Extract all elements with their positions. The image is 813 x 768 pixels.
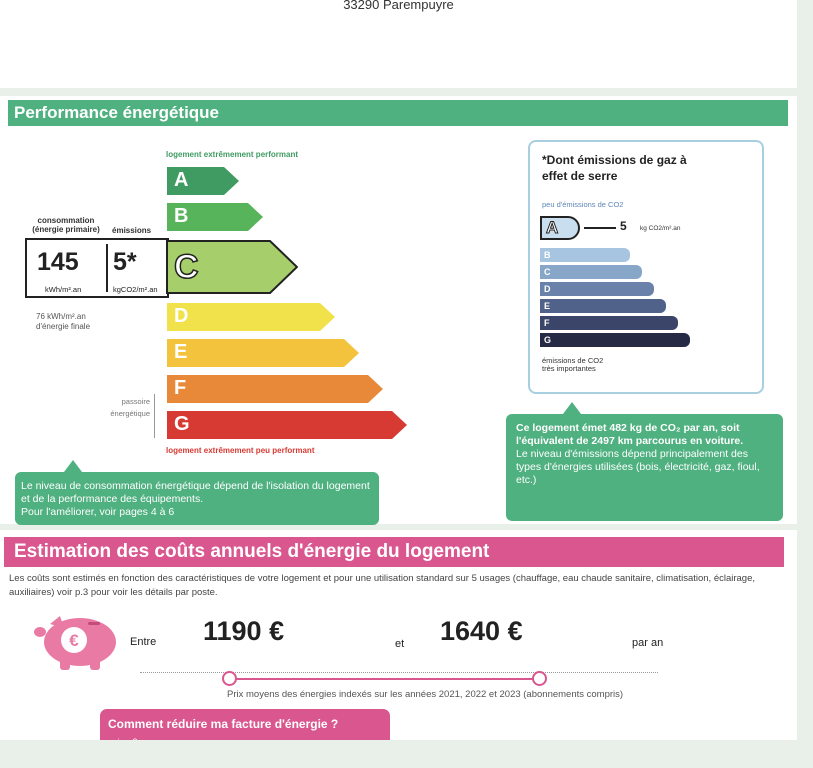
ges-bubble xyxy=(506,414,783,521)
passoire-label: passoire énergétique xyxy=(110,397,150,418)
bottom-bar xyxy=(0,740,813,768)
cost-footnote: Prix moyens des énergies indexés sur les années 2021, 2022 et 2023 (abonnements compris) xyxy=(227,689,624,700)
ges-class-a: A xyxy=(540,216,580,240)
dpe-class-g xyxy=(166,410,406,440)
emissions-value: 5* xyxy=(113,248,137,276)
dpe-class-letter: D xyxy=(174,305,189,327)
range-bar xyxy=(229,678,539,680)
range-dotted-line xyxy=(140,672,658,673)
dpe-class-c xyxy=(166,240,296,294)
ges-class-f: F xyxy=(540,316,678,330)
final-energy: 76 kWh/m².an d'énergie finale xyxy=(36,312,91,331)
tip-title[interactable]: Comment réduire ma facture d'énergie ? xyxy=(108,717,339,731)
consumption-unit: kWh/m².an xyxy=(45,285,82,294)
ges-value-line xyxy=(584,227,616,229)
dpe-class-letter: G xyxy=(174,413,190,435)
dpe-bubble-pointer xyxy=(64,460,82,472)
ges-class-b: B xyxy=(540,248,630,262)
dpe-bubble-text: Le niveau de consommation énergétique dépend de l'isolation du logement et de la performance des équipements. xyxy=(21,480,370,505)
dpe-bubble-link[interactable]: Pour l'améliorer, voir pages 4 à 6 xyxy=(21,506,175,518)
costs-description: Les coûts sont estimés en fonction des caractéristiques de votre logement et pour une utilisation standard sur 5 usages (chauffage, eau chaude sanitaire, climatisation, éclairage, auxiliaires) voir p.3 pour voir les détails par poste. xyxy=(9,573,756,598)
dpe-bubble xyxy=(15,472,379,525)
dpe-label-bottom: logement extrêmement peu performant xyxy=(166,446,315,455)
svg-text:€: € xyxy=(69,631,79,650)
dpe-class-letter: E xyxy=(174,341,188,363)
cost-and: et xyxy=(395,638,405,650)
dpe-class-a xyxy=(166,166,238,196)
divider xyxy=(106,244,108,292)
cost-between: Entre xyxy=(130,636,157,648)
ges-class-c: C xyxy=(540,265,642,279)
cost-min: 1190 € xyxy=(203,616,285,646)
dpe-class-letter: F xyxy=(174,377,187,399)
cost-per-year: par an xyxy=(632,637,664,649)
ges-label-top: peu d'émissions de CO2 xyxy=(542,200,624,209)
energy-title: Performance énergétique xyxy=(8,100,788,126)
dpe-label-top: logement extrêmement performant xyxy=(166,150,299,159)
consumption-box xyxy=(25,238,169,298)
consumption-header: consommation (énergie primaire) xyxy=(32,216,100,234)
dpe-class-letter: B xyxy=(174,205,189,227)
ges-title: *Dont émissions de gaz à effet de serre xyxy=(542,153,687,183)
ges-bubble-text: Le niveau d'émissions dépend principalement des types d'énergies utilisées (bois, électricité, gaz, fioul, etc.) xyxy=(516,448,760,486)
dpe-class-letter: C xyxy=(174,248,199,286)
piggy-bank-icon xyxy=(32,612,122,672)
emissions-unit: kgCO2/m².an xyxy=(113,285,158,294)
ges-label-bottom: émissions de CO2 très importantes xyxy=(542,356,604,373)
emissions-header: émissions xyxy=(112,226,152,235)
ges-value: 5 xyxy=(620,219,627,233)
ges-class-g: G xyxy=(540,333,690,347)
ges-class-d: D xyxy=(540,282,654,296)
range-min-handle xyxy=(222,671,237,686)
costs-title: Estimation des coûts annuels d'énergie du logement xyxy=(4,537,784,567)
consumption-value: 145 xyxy=(37,248,79,276)
address: 33290 Parempuyre xyxy=(343,0,454,12)
header-card xyxy=(0,0,797,88)
dpe-class-e xyxy=(166,338,358,368)
dpe-class-letter: A xyxy=(174,169,189,191)
ges-class-e: E xyxy=(540,299,666,313)
cost-max: 1640 € xyxy=(440,616,523,646)
dpe-class-d xyxy=(166,302,334,332)
ges-unit: kg CO2/m².an xyxy=(640,225,681,232)
ges-bubble-pointer xyxy=(563,402,581,414)
ges-bubble-bold: Ce logement émet 482 kg de CO₂ par an, soit l'équivalent de 2497 km parcourus en voiture. xyxy=(516,422,744,447)
passoire-bracket xyxy=(154,394,155,438)
range-max-handle xyxy=(532,671,547,686)
dpe-class-f xyxy=(166,374,382,404)
dpe-class-b xyxy=(166,202,262,232)
